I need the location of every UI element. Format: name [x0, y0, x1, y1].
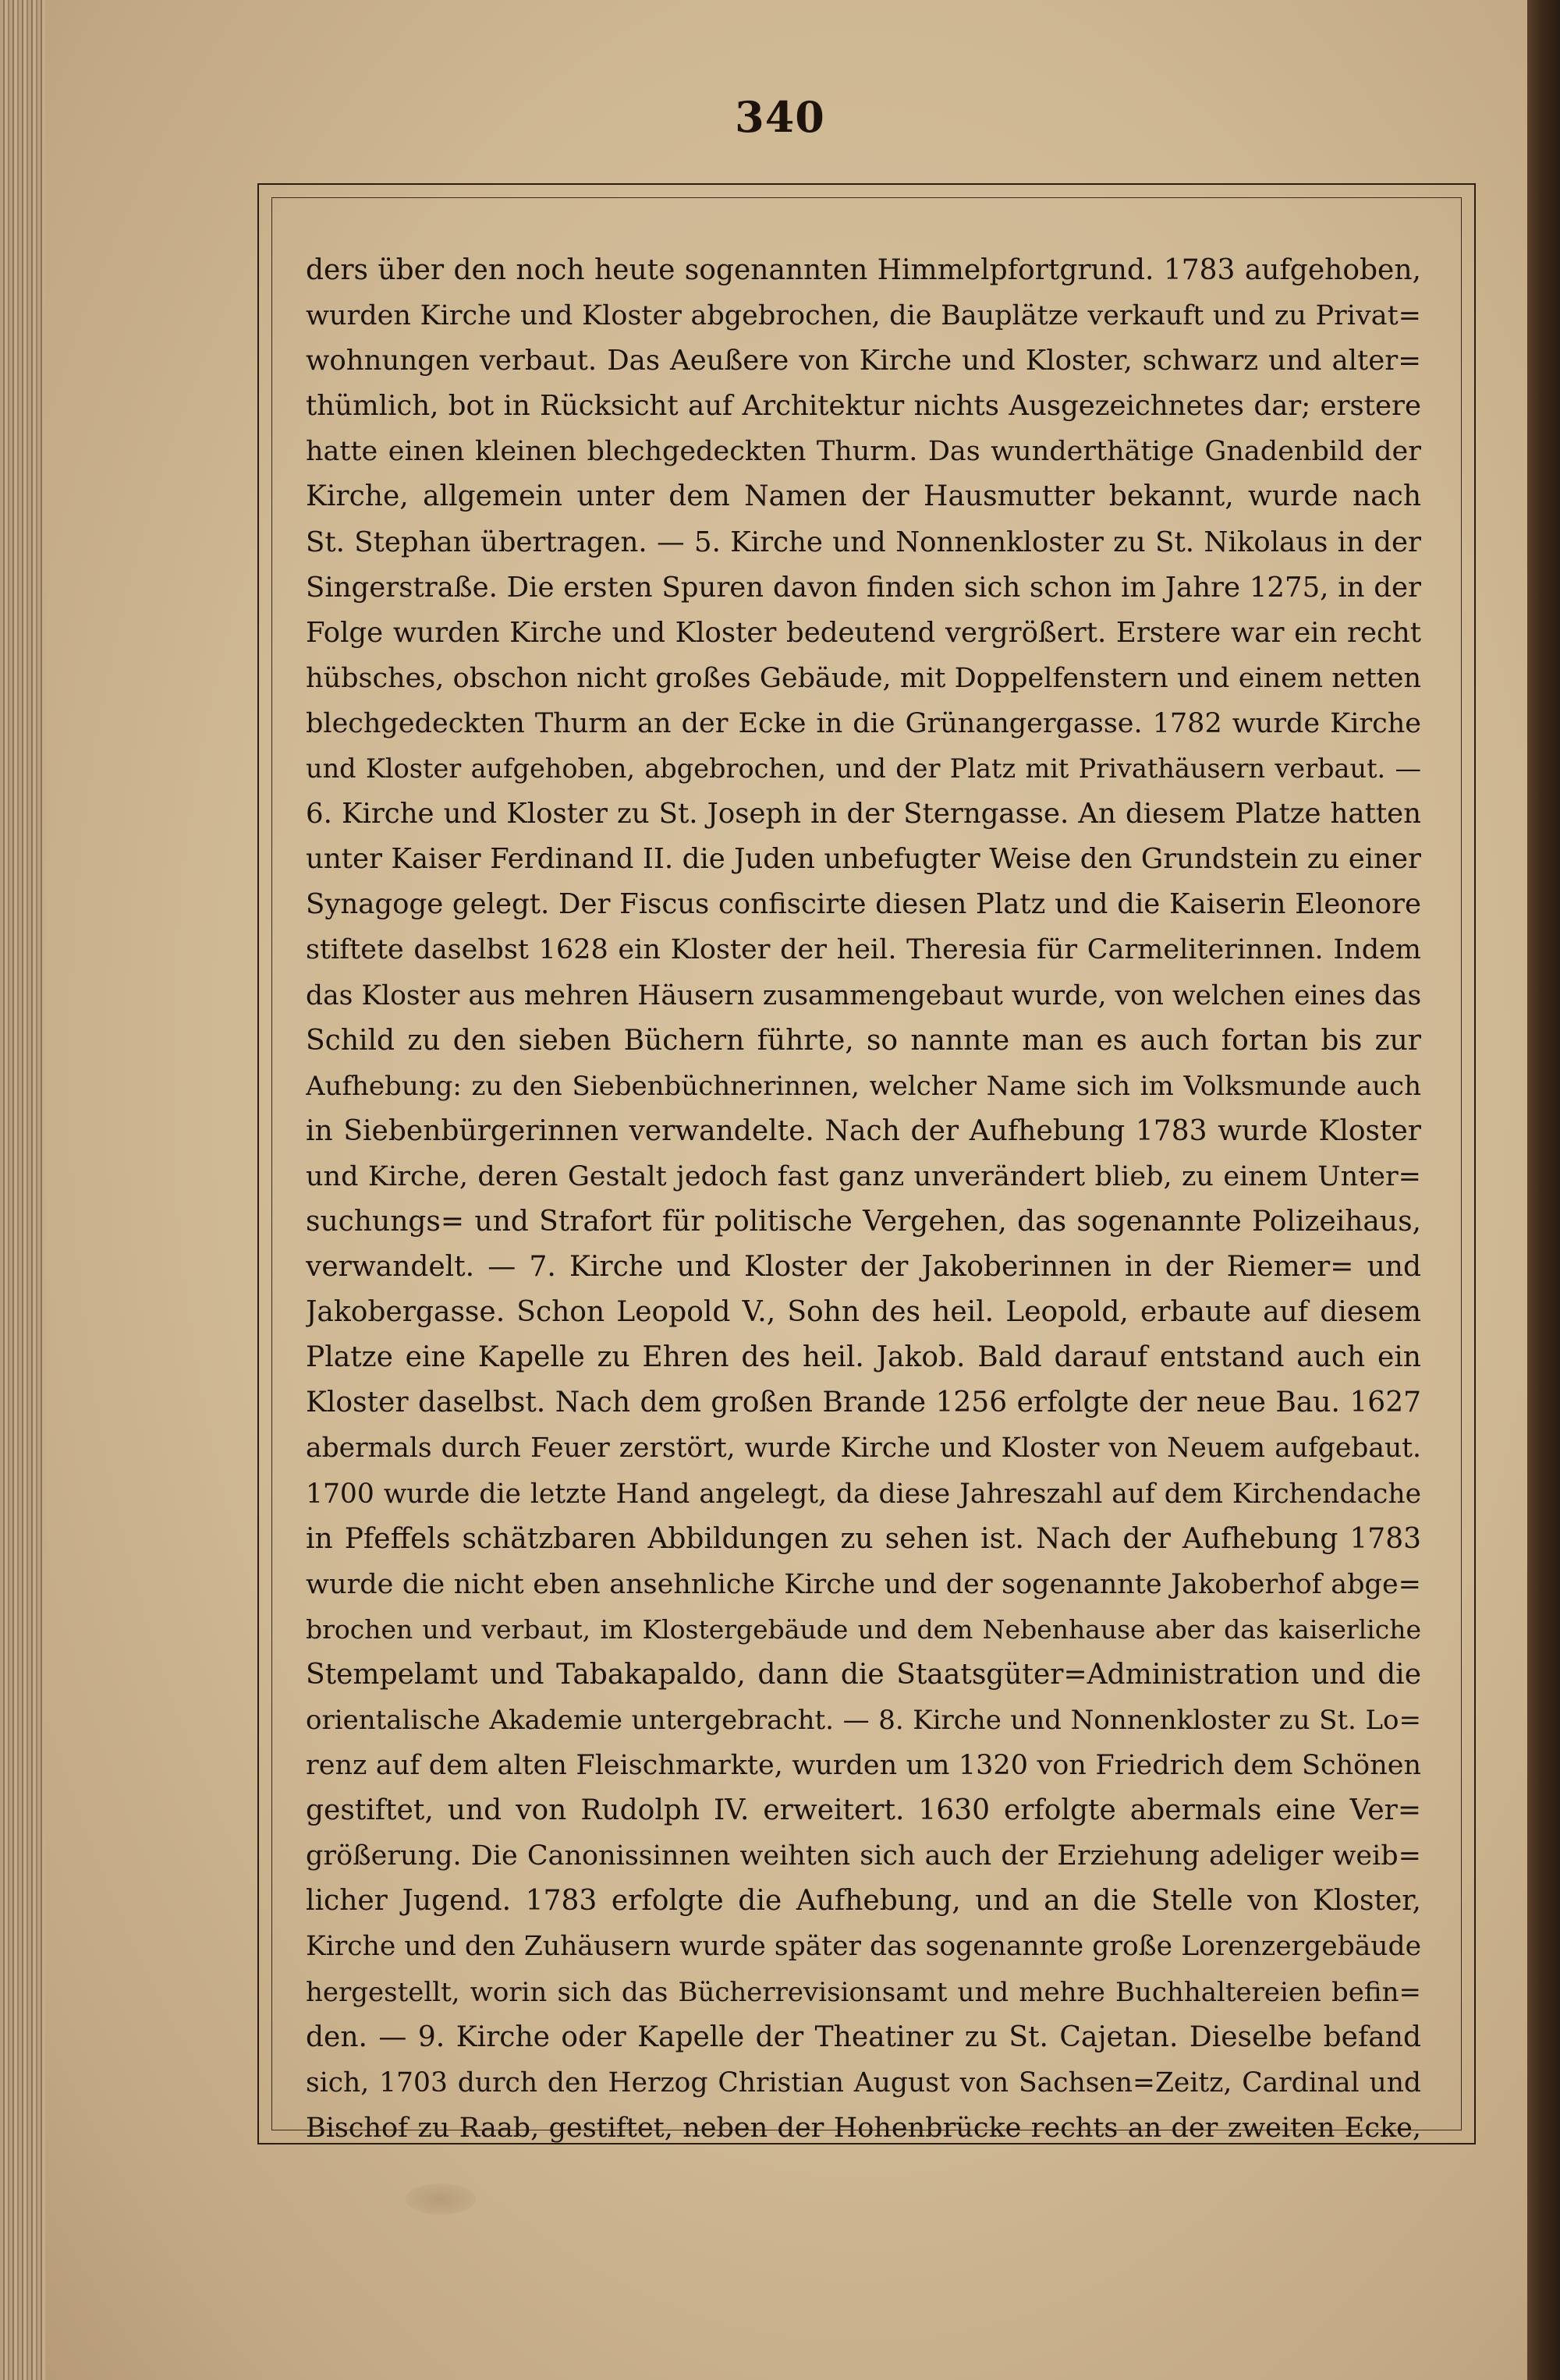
text-line: Synagoge gelegt. Der Fiscus confiscirte diesen Platz und die Kaiserin Eleonore [306, 888, 1421, 921]
text-line: stiftete daselbst 1628 ein Kloster der heil. Theresia für Carmeliterinnen. Indem [306, 934, 1421, 966]
text-line: Aufhebung: zu den Siebenbüchnerinnen, welcher Name sich im Volksmunde auch [306, 1070, 1421, 1102]
text-line: Kloster daselbst. Nach dem großen Brande 1256 erfolgte der neue Bau. 1627 [306, 1387, 1421, 1419]
text-line: größerung. Die Canonissinnen weihten sich auch der Erziehung adeliger weib= [306, 1840, 1421, 1872]
text-line: renz auf dem alten Fleischmarkte, wurden um 1320 von Friedrich dem Schönen [306, 1750, 1421, 1782]
text-line: wurde die nicht eben ansehnliche Kirche und der sogenannte Jakoberhof abge= [306, 1568, 1421, 1600]
text-line: Stempelamt und Tabakapaldo, dann die Staatsgüter=Administration und die [306, 1658, 1421, 1691]
text-line: Singerstraße. Die ersten Spuren davon finden sich schon im Jahre 1275, in der [306, 571, 1421, 604]
text-line: ders über den noch heute sogenannten Himmelpfortgrund. 1783 aufgehoben, [306, 254, 1421, 286]
page-number: 340 [735, 92, 825, 142]
text-line: gestiftet, und von Rudolph IV. erweitert. 1630 erfolgte abermals eine Ver= [306, 1794, 1421, 1827]
text-line: wurden Kirche und Kloster abgebrochen, die Bauplätze verkauft und zu Privat= [306, 300, 1421, 332]
text-line: 1700 wurde die letzte Hand angelegt, da diese Jahreszahl auf dem Kirchendache [306, 1478, 1421, 1510]
text-line: orientalische Akademie untergebracht. — 8. Kirche und Nonnenkloster zu St. Lo= [306, 1705, 1421, 1736]
text-line: den. — 9. Kirche oder Kapelle der Theatiner zu St. Cajetan. Dieselbe befand [306, 2021, 1421, 2053]
text-line: sich, 1703 durch den Herzog Christian August von Sachsen=Zeitz, Cardinal und [306, 2067, 1421, 2098]
text-line: Schild zu den sieben Büchern führte, so nannte man es auch fortan bis zur [306, 1024, 1421, 1057]
text-line: das Kloster aus mehren Häusern zusammengebaut wurde, von welchen eines das [306, 979, 1421, 1011]
text-line: Bischof zu Raab, gestiftet, neben der Hohenbrücke rechts an der zweiten Ecke, [306, 2112, 1421, 2144]
binding-edge [1527, 0, 1560, 2380]
text-line: 6. Kirche und Kloster zu St. Joseph in der Sterngasse. An diesem Platze hatten [306, 798, 1421, 831]
text-line: hübsches, obschon nicht großes Gebäude, mit Doppelfenstern und einem netten [306, 662, 1421, 694]
text-line: suchungs= und Strafort für politische Vergehen, das sogenannte Polizeihaus, [306, 1205, 1421, 1238]
text-line: und Kirche, deren Gestalt jedoch fast ganz unverändert blieb, zu einem Unter= [306, 1160, 1421, 1192]
text-line: unter Kaiser Ferdinand II. die Juden unbefugter Weise den Grundstein zu einer [306, 843, 1421, 876]
text-line: thümlich, bot in Rücksicht auf Architektur nichts Ausgezeichnetes dar; erstere [306, 390, 1421, 423]
text-line: wohnungen verbaut. Das Aeußere von Kirche und Kloster, schwarz und alter= [306, 345, 1421, 377]
text-line: Kirche und den Zuhäusern wurde später das sogenannte große Lorenzergebäude [306, 1931, 1421, 1963]
text-line: hergestellt, worin sich das Bücherrevisionsamt und mehre Buchhaltereien befin= [306, 1976, 1421, 2008]
text-line: Folge wurden Kirche und Kloster bedeutend vergrößert. Erstere war ein recht [306, 616, 1421, 649]
text-line: Platze eine Kapelle zu Ehren des heil. Jakob. Bald darauf entstand auch ein [306, 1341, 1421, 1374]
text-line: hatte einen kleinen blechgedeckten Thurm. Das wunderthätige Gnadenbild der [306, 436, 1421, 468]
page-stack-edge [0, 0, 45, 2380]
text-line: Jakobergasse. Schon Leopold V., Sohn des heil. Leopold, erbaute auf diesem [306, 1296, 1421, 1329]
body-text [306, 248, 1421, 2151]
text-line: licher Jugend. 1783 erfolgte die Aufhebung, und an die Stelle von Kloster, [306, 1885, 1421, 1918]
text-line: brochen und verbaut, im Klostergebäude und dem Nebenhause aber das kaiserliche [306, 1613, 1421, 1645]
text-line: abermals durch Feuer zerstört, wurde Kirche und Kloster von Neuem aufgebaut. [306, 1433, 1421, 1464]
text-line: und Kloster aufgehoben, abgebrochen, und der Platz mit Privathäusern verbaut. — [306, 753, 1421, 784]
text-line: Kirche, allgemein unter dem Namen der Hausmutter bekannt, wurde nach [306, 480, 1421, 513]
text-line: St. Stephan übertragen. — 5. Kirche und Nonnenkloster zu St. Nikolaus in der [306, 526, 1421, 558]
page-smudge [406, 2183, 476, 2215]
text-line: in Siebenbürgerinnen verwandelte. Nach der Aufhebung 1783 wurde Kloster [306, 1114, 1421, 1147]
text-line: verwandelt. — 7. Kirche und Kloster der Jakoberinnen in der Riemer= und [306, 1251, 1421, 1284]
text-line: blechgedeckten Thurm an der Ecke in die Grünangergasse. 1782 wurde Kirche [306, 707, 1421, 739]
text-line: in Pfeffels schätzbaren Abbildungen zu sehen ist. Nach der Aufhebung 1783 [306, 1522, 1421, 1555]
